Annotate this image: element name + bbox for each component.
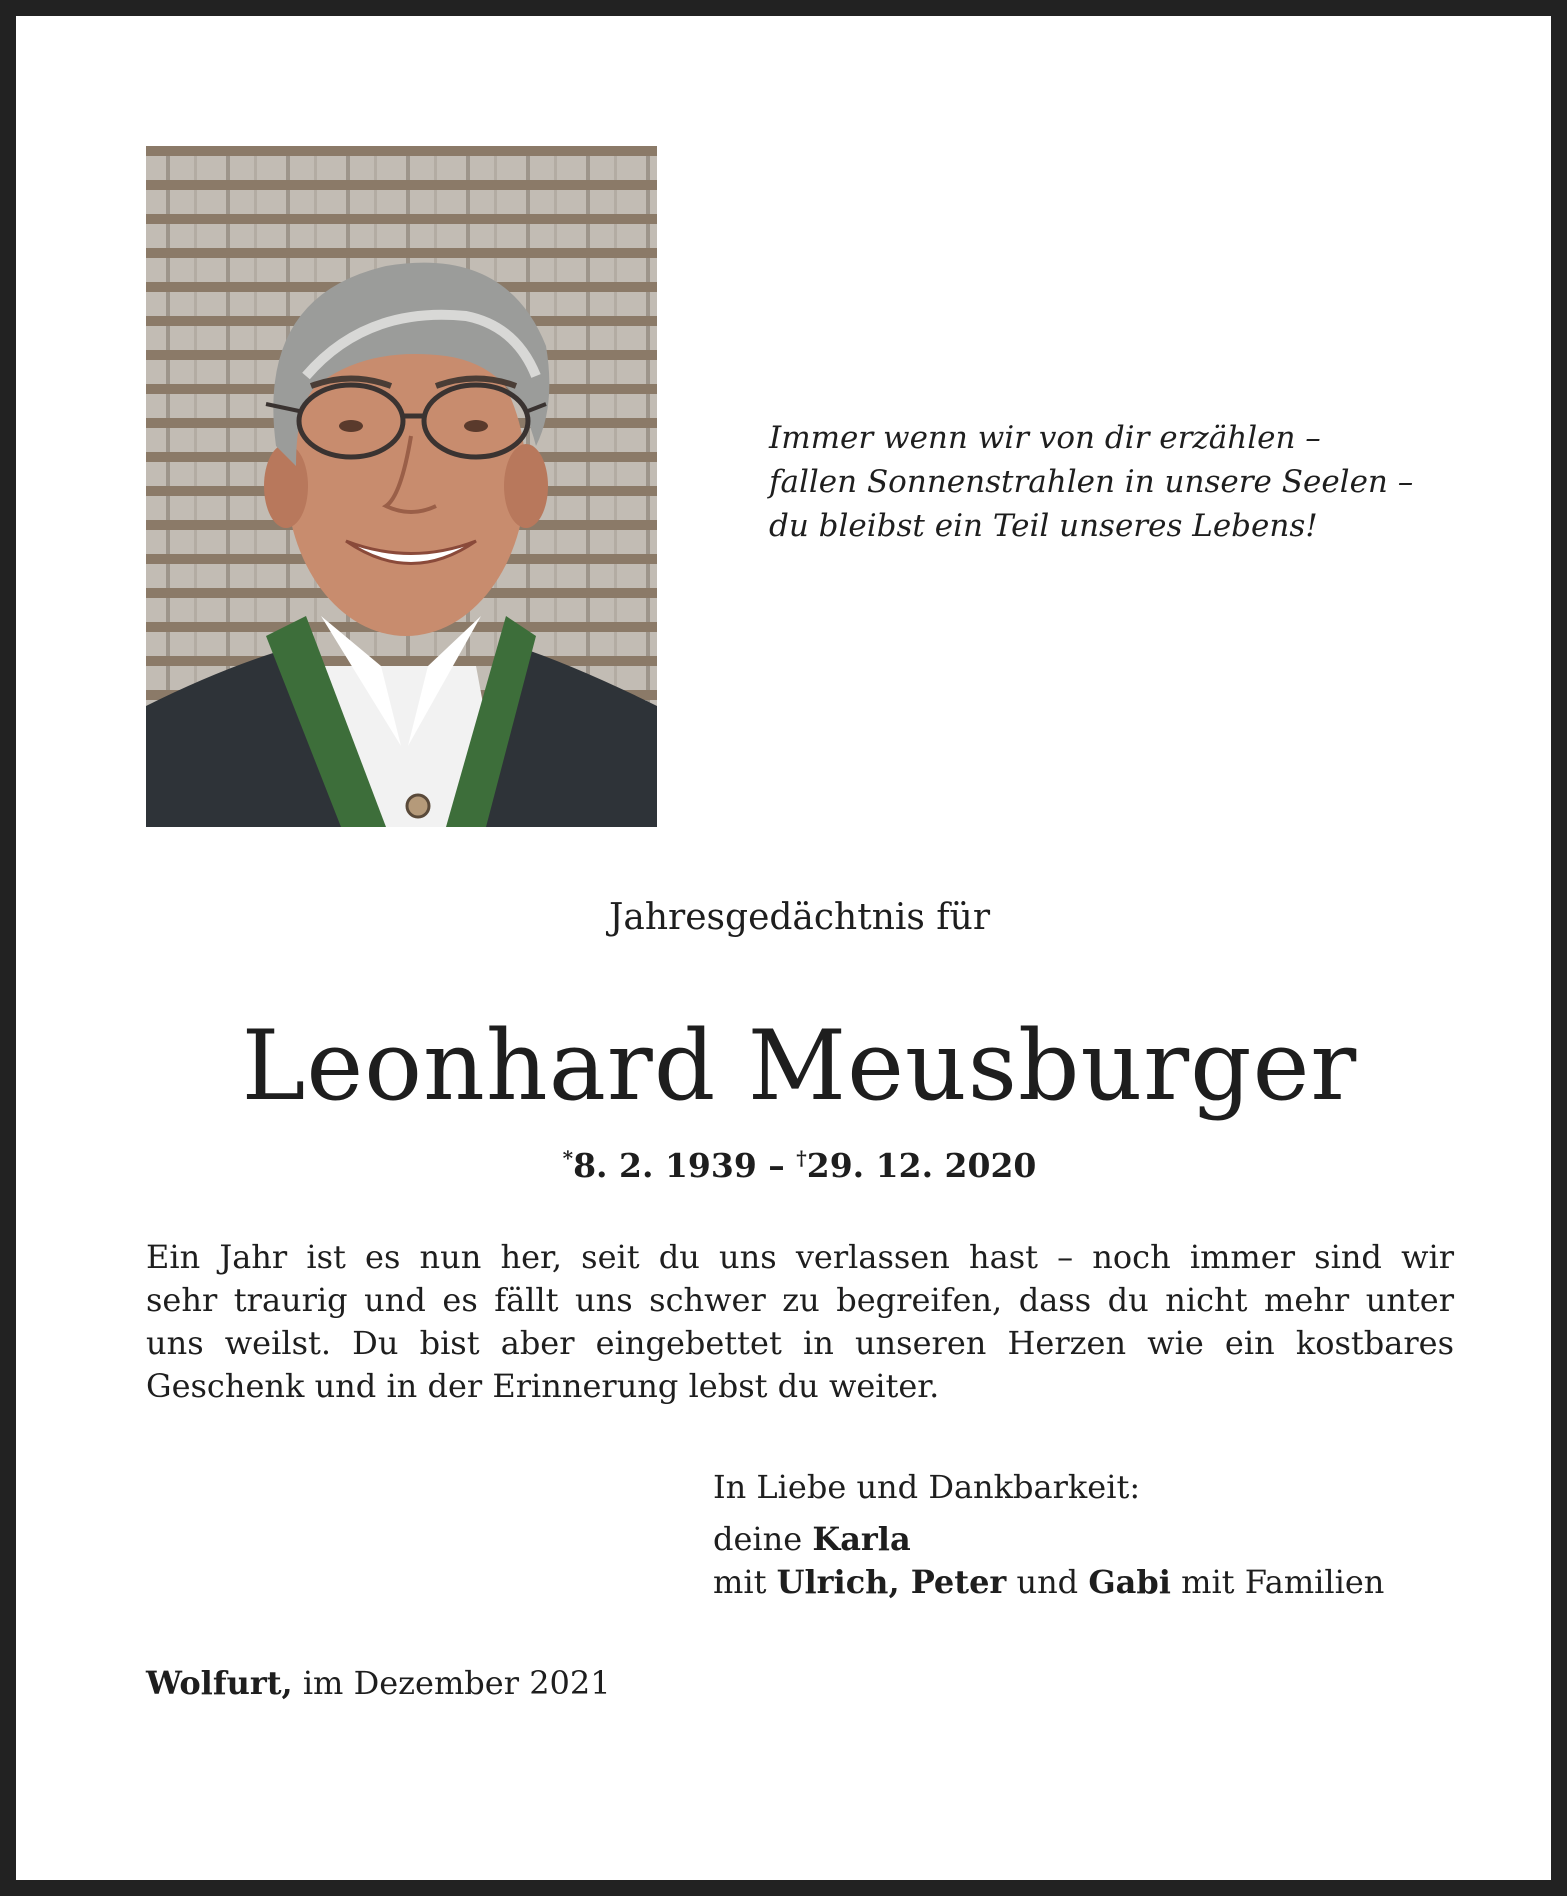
place-town: Wolfurt, [146, 1664, 293, 1702]
memorial-text [146, 1236, 1454, 1408]
death-symbol: † [796, 1146, 807, 1170]
death-date: 29. 12. 2020 [806, 1146, 1037, 1185]
body-line: Geschenk und in der Erinnerung lebst du weiter. [146, 1367, 940, 1405]
deceased-name: Leonhard Meusburger [241, 1010, 1358, 1122]
signer-and: und [1006, 1563, 1089, 1601]
body-line: sehr traurig und es fällt uns schwer zu begreifen, dass du nicht mehr unter [146, 1281, 1454, 1319]
body-line: Ein Jahr ist es nun her, seit du uns verlassen hast – noch immer sind wir [146, 1238, 1454, 1276]
place-date: im Dezember 2021 [292, 1664, 611, 1702]
signer-suffix: mit Familien [1170, 1563, 1385, 1601]
signer-line-2 [713, 1561, 1384, 1604]
life-dates [16, 1134, 1567, 1190]
quote-line: du bleibst ein Teil unseres Lebens! [769, 508, 1318, 544]
birth-symbol: * [562, 1146, 574, 1170]
signer-name-karla: Karla [812, 1520, 911, 1558]
quote-line: fallen Sonnenstrahlen in unsere Seelen – [769, 464, 1414, 500]
signer-name-gabi: Gabi [1088, 1563, 1171, 1601]
quote-line: Immer wenn wir von dir erzählen – [769, 420, 1321, 456]
birth-date: 8. 2. 1939 [573, 1146, 757, 1185]
signer-prefix: deine [713, 1520, 813, 1558]
memorial-intro: Jahresgedächtnis für [608, 897, 991, 938]
portrait-photo [146, 146, 657, 827]
memorial-quote [769, 416, 1413, 548]
place-and-date [146, 1662, 611, 1705]
body-line: uns weilst. Du bist aber eingebettet in unseren Herzen wie ein kostbares [146, 1324, 1454, 1362]
signer-prefix: mit [713, 1563, 777, 1601]
thanks-line: In Liebe und Dankbarkeit: [713, 1468, 1141, 1506]
signer-line-1 [713, 1518, 1384, 1561]
signers-block [713, 1518, 1384, 1604]
signer-names: Ulrich, Peter [776, 1563, 1007, 1601]
date-separator: – [756, 1146, 797, 1185]
